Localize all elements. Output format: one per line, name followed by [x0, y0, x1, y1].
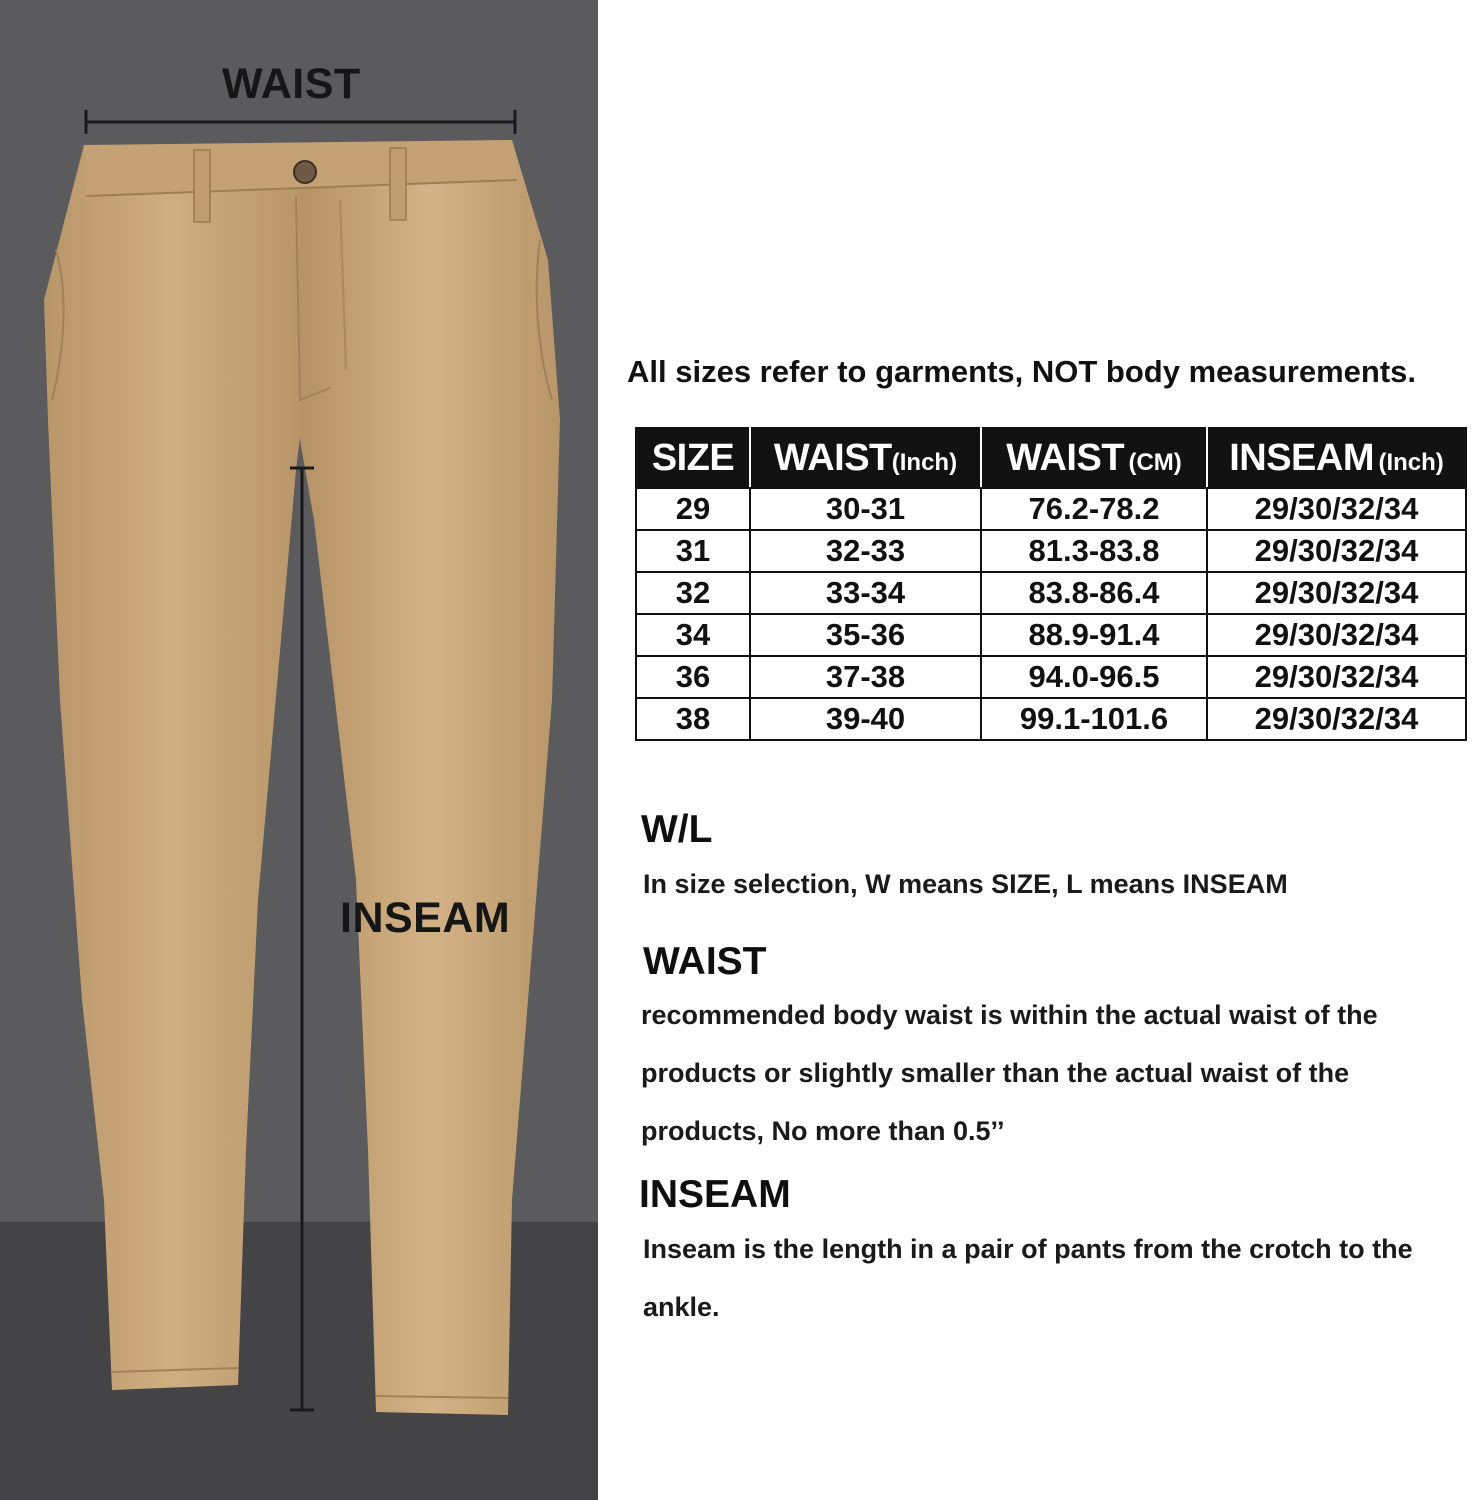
cell-waist-inch: 30-31 [750, 488, 981, 530]
cell-inseam: 29/30/32/34 [1207, 572, 1466, 614]
section-heading-waist: WAIST [643, 940, 767, 983]
header-inseam-inch: INSEAM (Inch) [1207, 428, 1466, 488]
cell-waist-cm: 99.1-101.6 [981, 698, 1207, 740]
section-line: recommended body waist is within the actual waist of the [641, 1000, 1378, 1030]
header-waist-inch: WAIST(Inch) [750, 428, 981, 488]
section-heading-wl: W/L [641, 808, 713, 851]
section-line: ankle. [643, 1292, 720, 1322]
cell-waist-inch: 37-38 [750, 656, 981, 698]
section-line: In size selection, W means SIZE, L means INSEAM [643, 869, 1288, 899]
garment-size-note: All sizes refer to garments, NOT body measurements. [627, 354, 1417, 389]
section-line: products, No more than 0.5’’ [641, 1116, 1005, 1146]
cell-inseam: 29/30/32/34 [1207, 698, 1466, 740]
belt-loop [390, 148, 406, 220]
cell-waist-cm: 94.0-96.5 [981, 656, 1207, 698]
cell-waist-inch: 33-34 [750, 572, 981, 614]
pants-right-leg [300, 140, 560, 1415]
table-row [636, 488, 1466, 530]
section-heading-inseam: INSEAM [639, 1173, 791, 1216]
cell-size: 29 [636, 488, 750, 530]
waist-measure-label: WAIST [222, 60, 361, 108]
table-row [636, 572, 1466, 614]
cell-size: 32 [636, 572, 750, 614]
cell-inseam: 29/30/32/34 [1207, 656, 1466, 698]
section-body-wl [643, 855, 1288, 913]
cell-inseam: 29/30/32/34 [1207, 488, 1466, 530]
pants-illustration [0, 0, 598, 1500]
section-body-inseam [643, 1220, 1413, 1336]
section-line: Inseam is the length in a pair of pants from the crotch to the [643, 1234, 1413, 1264]
cell-waist-cm: 88.9-91.4 [981, 614, 1207, 656]
cell-size: 31 [636, 530, 750, 572]
section-body-waist [641, 986, 1378, 1160]
cell-inseam: 29/30/32/34 [1207, 614, 1466, 656]
size-chart-table [635, 427, 1467, 741]
section-line: products or slightly smaller than the actual waist of the [641, 1058, 1350, 1088]
cell-waist-inch: 39-40 [750, 698, 981, 740]
waist-button [294, 161, 316, 183]
header-waist-cm: WAIST (CM) [981, 428, 1207, 488]
size-chart-header-row [636, 428, 1466, 488]
table-row [636, 698, 1466, 740]
table-row [636, 656, 1466, 698]
cell-size: 38 [636, 698, 750, 740]
table-row [636, 530, 1466, 572]
cell-size: 34 [636, 614, 750, 656]
pants-left-leg [44, 145, 302, 1390]
cell-waist-inch: 32-33 [750, 530, 981, 572]
cell-inseam: 29/30/32/34 [1207, 530, 1466, 572]
belt-loop [194, 150, 210, 222]
header-size: SIZE [636, 428, 750, 488]
cell-waist-cm: 83.8-86.4 [981, 572, 1207, 614]
cell-waist-cm: 76.2-78.2 [981, 488, 1207, 530]
table-row [636, 614, 1466, 656]
cell-waist-inch: 35-36 [750, 614, 981, 656]
cell-waist-cm: 81.3-83.8 [981, 530, 1207, 572]
inseam-measure-label: INSEAM [340, 894, 511, 942]
cell-size: 36 [636, 656, 750, 698]
